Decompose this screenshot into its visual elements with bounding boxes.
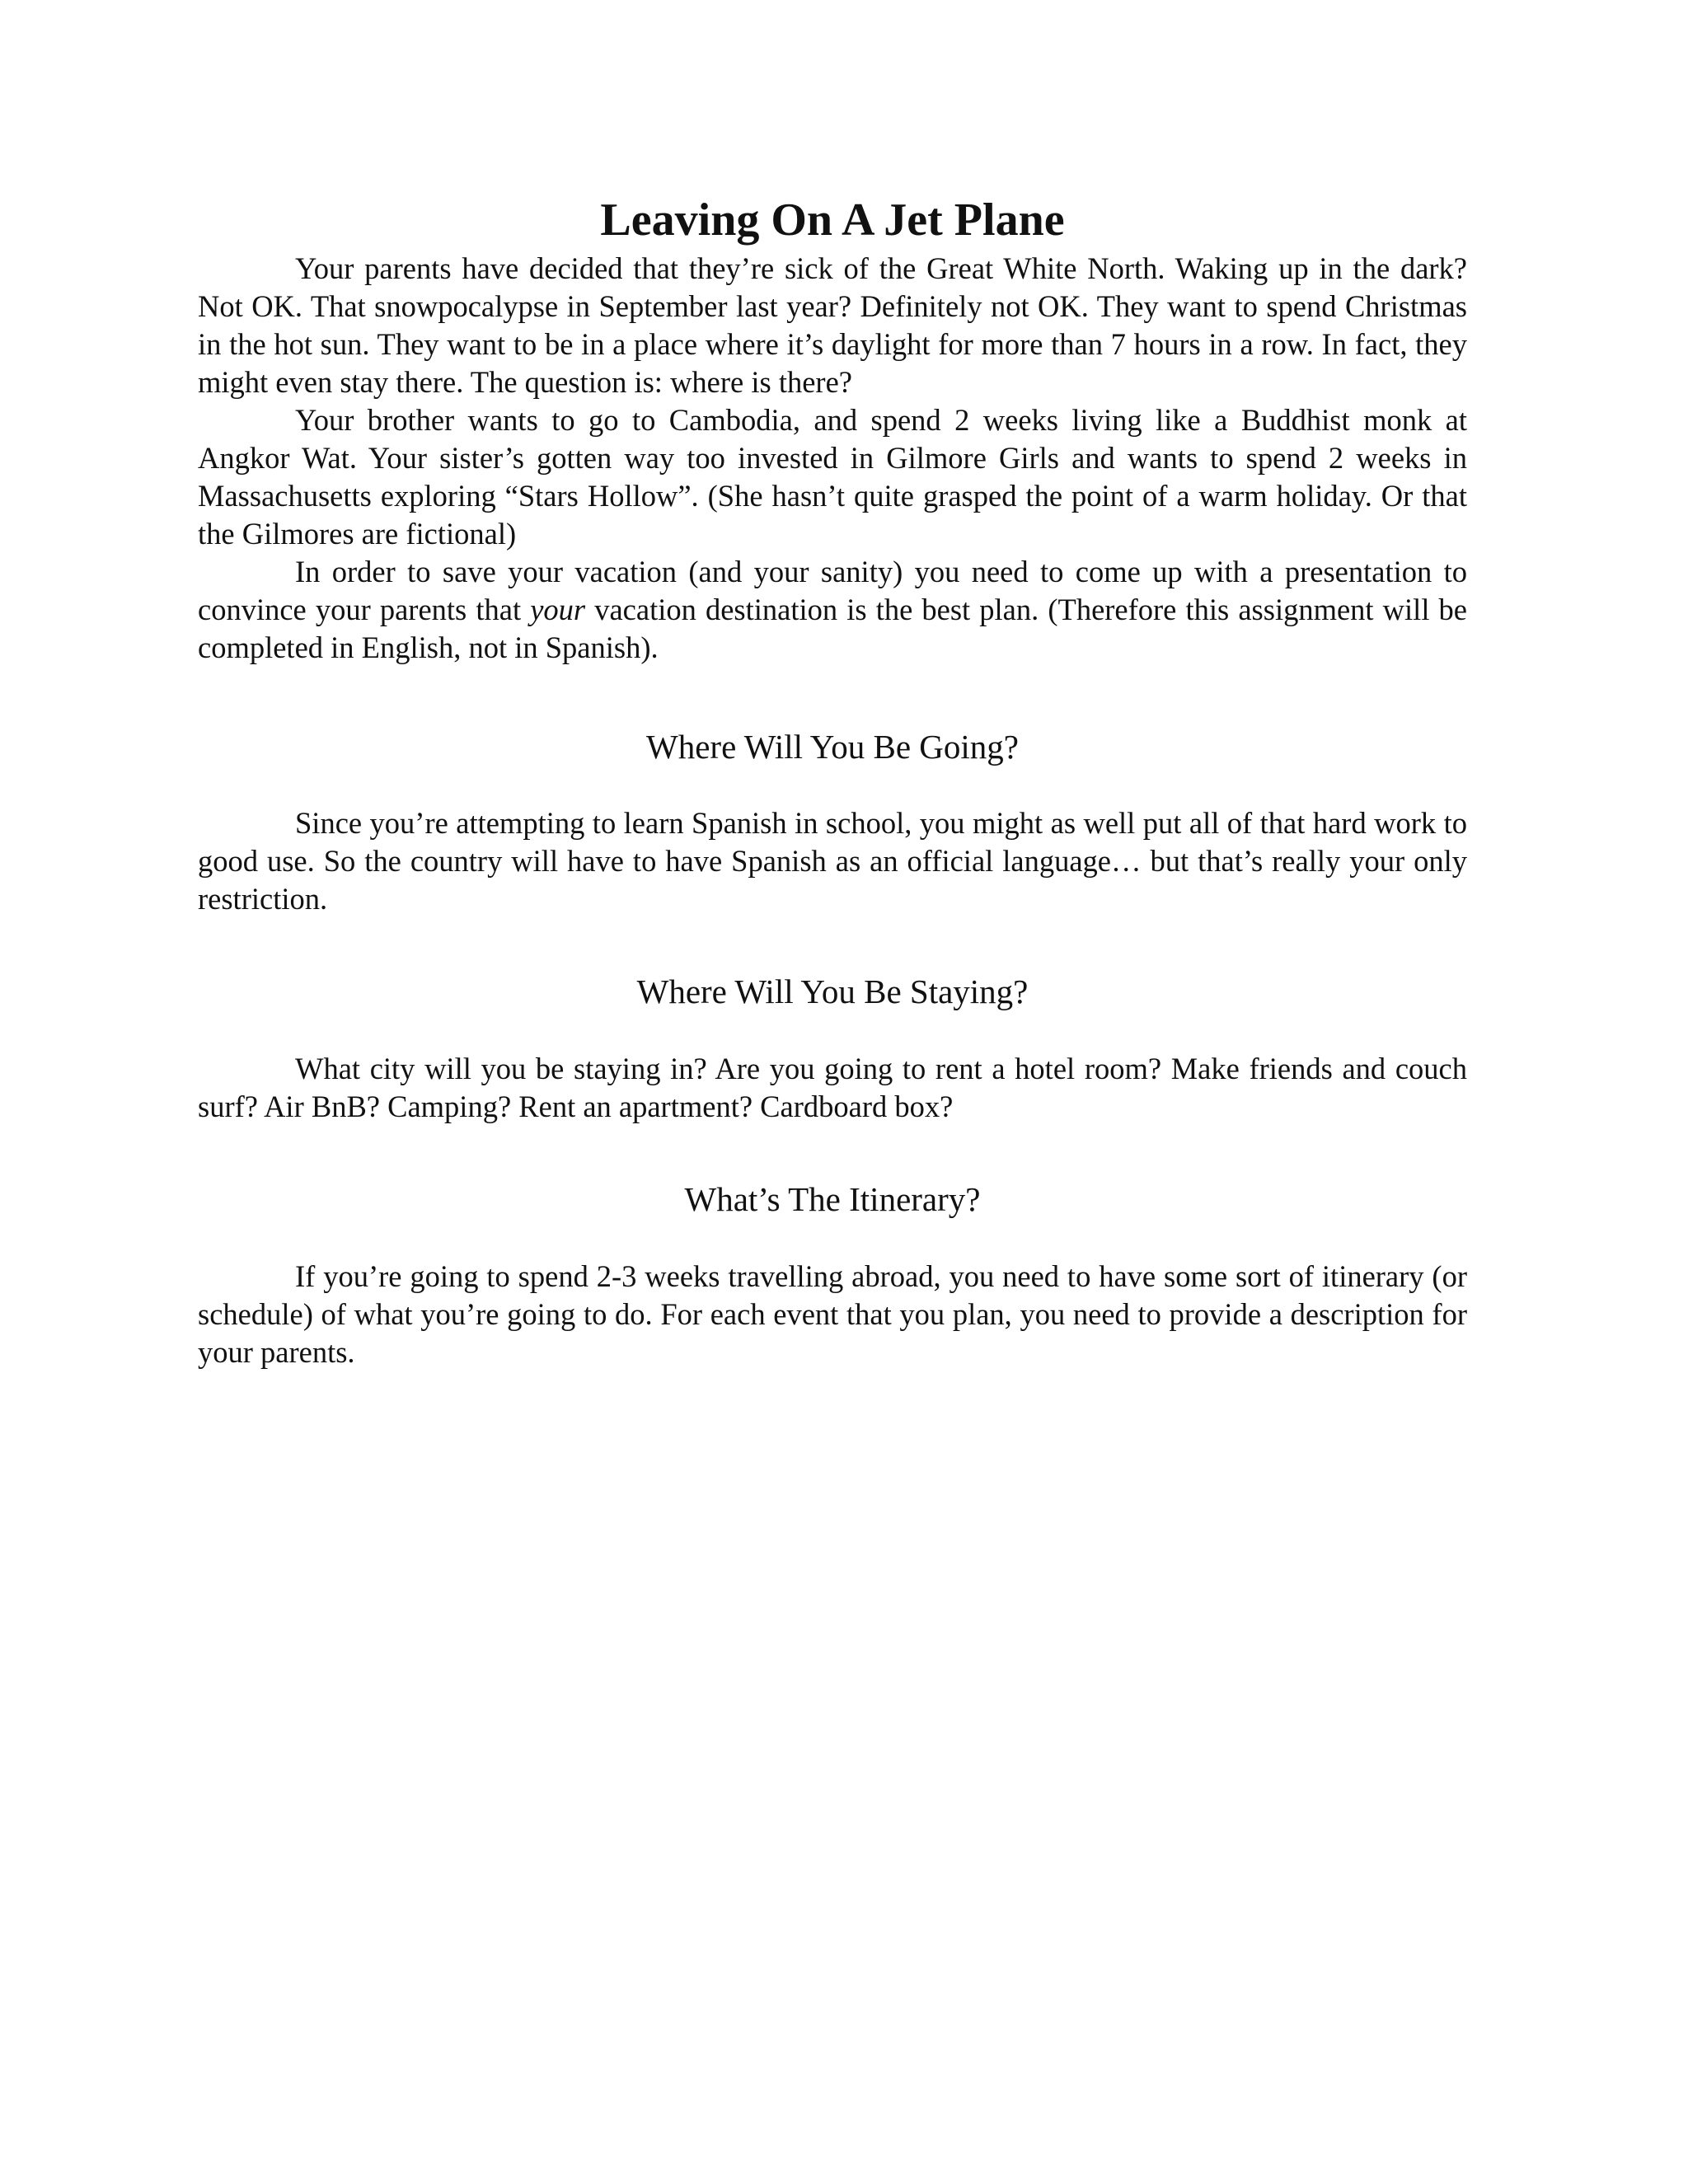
document-title: Leaving On A Jet Plane	[600, 194, 1065, 246]
section-body-staying: What city will you be staying in? Are you going to rent a hotel room? Make friends and couch surf? Air BnB? Camping? Rent an apartment? Cardboard box?	[198, 1052, 1467, 1123]
intro-paragraph-3-start: In order to save your vacation (and your sanity) you need to come up with a presentation to convince your parents that	[198, 555, 1467, 626]
section-body-going: Since you’re attempting to learn Spanish in school, you might as well put all of that hard work to good use. So the country will have to have Spanish as an official language… but that’s really your only restriction.	[198, 806, 1467, 916]
section-heading-staying: Where Will You Be Staying?	[636, 972, 1029, 1010]
intro-paragraph-2: Your brother wants to go to Cambodia, and spend 2 weeks living like a Buddhist monk at Angkor Wat. Your sister’s gotten way too invested in Gilmore Girls and wants to spend 2 weeks in Massachusetts exploring “Stars Hollow”. (She hasn’t quite grasped the point of a warm holiday. Or that the Gilmores are fictional)	[198, 403, 1467, 551]
intro-paragraph-1: Your parents have decided that they’re sick of the Great White North. Waking up in the dark? Not OK. That snowpocalypse in September last year? Definitely not OK. They want to spend Christmas in the hot sun. They want to be in a place where it’s daylight for more than 7 hours in a row. In fact, they might even stay there. The question is: where is there?	[198, 251, 1467, 399]
section-body-itinerary: If you’re going to spend 2-3 weeks travelling abroad, you need to have some sort of itinerary (or schedule) of what you’re going to do. For each event that you plan, you need to provide a description for your parents.	[198, 1259, 1467, 1369]
document-page	[198, 194, 1467, 1371]
section-heading-itinerary: What’s The Itinerary?	[684, 1180, 981, 1218]
intro-paragraph-3	[198, 553, 1467, 667]
intro-paragraph-3-emphasis: your	[530, 593, 586, 626]
section-heading-going: Where Will You Be Going?	[646, 728, 1019, 766]
intro-paragraph-3-end: vacation destination is the best plan. (Therefore this assignment will be completed in English, not in Spanish).	[198, 593, 1468, 664]
